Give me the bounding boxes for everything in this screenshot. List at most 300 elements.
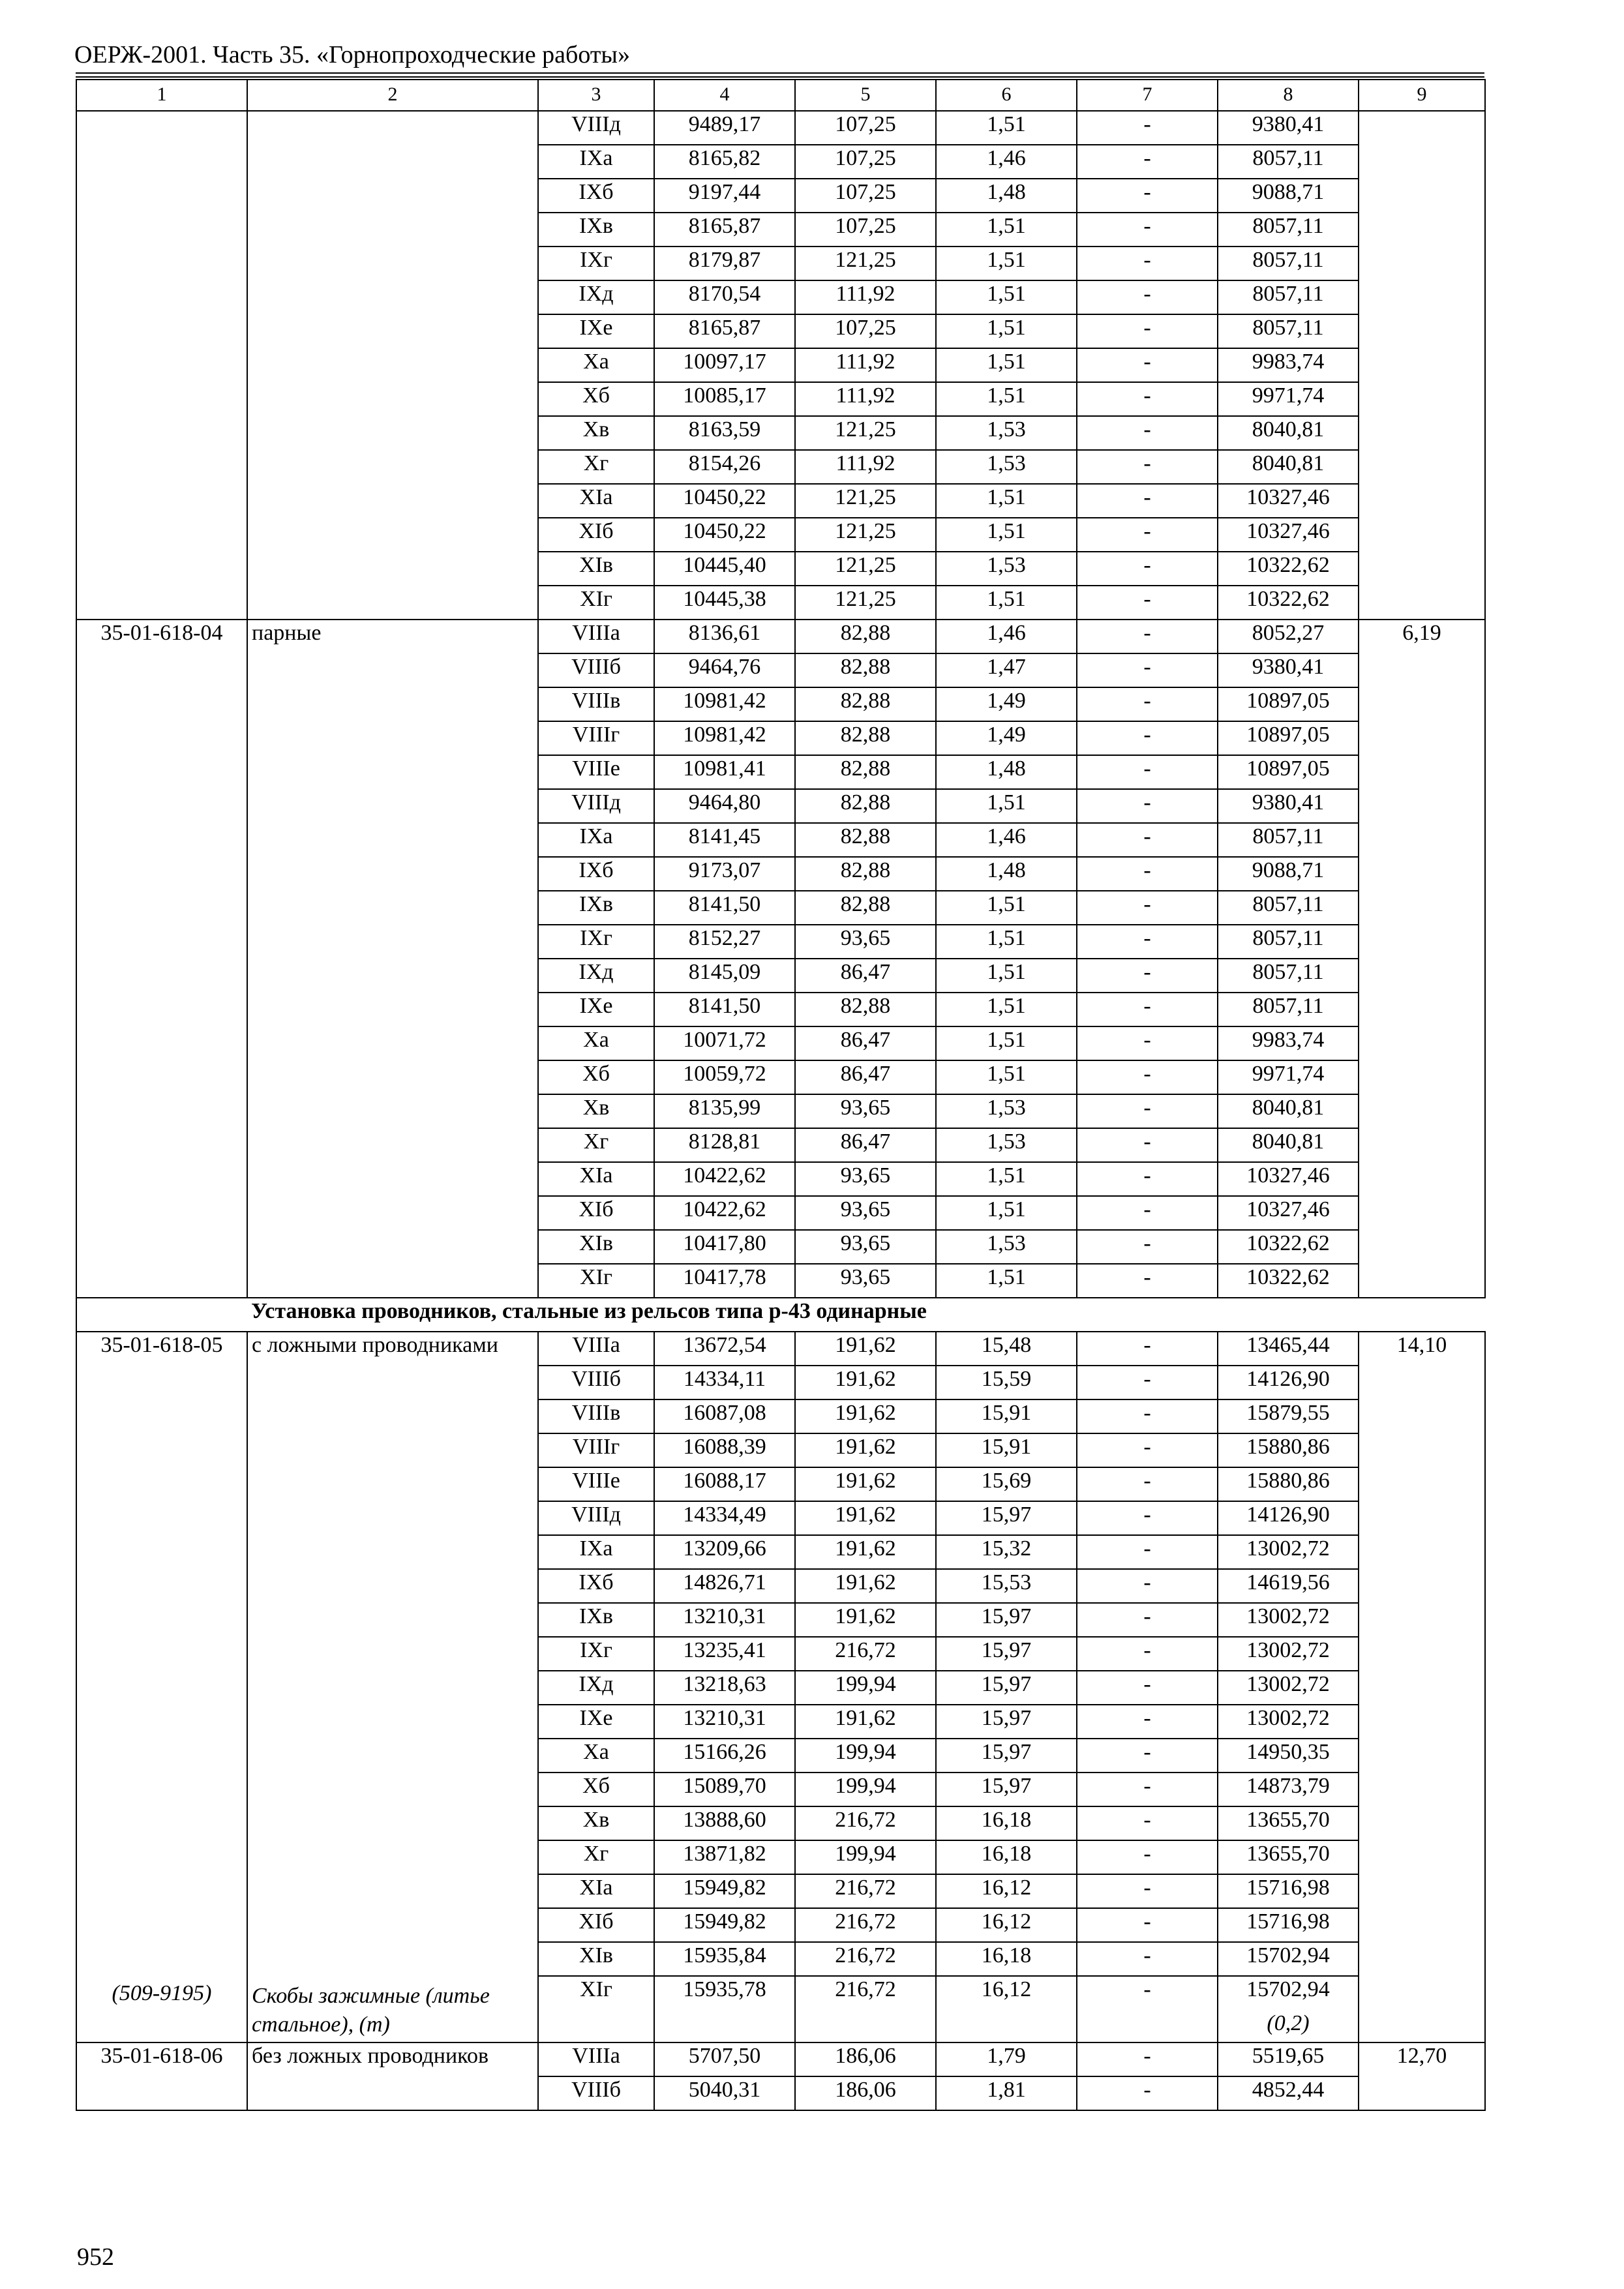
value-col6: 1,51 (936, 348, 1077, 382)
value-col8: 8040,81 (1218, 1094, 1359, 1128)
value-col4: 15949,82 (654, 1908, 795, 1942)
code-cell: 35-01-618-06 (76, 2042, 247, 2110)
col9-cell: 6,19 (1359, 620, 1485, 1298)
value-col8: 10897,05 (1218, 721, 1359, 755)
value-col7: - (1077, 1128, 1218, 1162)
value-col5: 93,65 (795, 1162, 936, 1196)
section-cell: IXг (538, 247, 654, 280)
value-col8: 8057,11 (1218, 213, 1359, 247)
value-col4: 8165,82 (654, 145, 795, 179)
value-col8: 8057,11 (1218, 145, 1359, 179)
value-col4: 13210,31 (654, 1705, 795, 1739)
value-col8: 9088,71 (1218, 179, 1359, 213)
table-row (76, 111, 1485, 145)
value-col5: 216,72 (795, 1874, 936, 1908)
value-col6: 1,51 (936, 314, 1077, 348)
section-cell: IXб (538, 1569, 654, 1603)
value-col4: 5707,50 (654, 2042, 795, 2076)
value-col7: - (1077, 1094, 1218, 1128)
value-col7: - (1077, 1637, 1218, 1671)
section-cell: VIIIе (538, 1467, 654, 1501)
value-col4: 10422,62 (654, 1196, 795, 1230)
value-col5: 121,25 (795, 552, 936, 586)
value-col4: 16088,17 (654, 1467, 795, 1501)
table-row (76, 1332, 1485, 1366)
section-cell: IXб (538, 857, 654, 891)
value-col4: 13672,54 (654, 1332, 795, 1366)
value-col7: - (1077, 1739, 1218, 1773)
value-col7: - (1077, 1874, 1218, 1908)
value-col8: 9983,74 (1218, 1026, 1359, 1060)
value-col5: 216,72 (795, 1976, 936, 2042)
value-col7: - (1077, 2042, 1218, 2076)
value-col6: 1,53 (936, 552, 1077, 586)
value-col8: 10327,46 (1218, 518, 1359, 552)
value-col8: 8057,11 (1218, 993, 1359, 1026)
value-col7: - (1077, 1671, 1218, 1705)
value-col5: 216,72 (795, 1942, 936, 1976)
value-col6: 15,97 (936, 1637, 1077, 1671)
value-col4: 13888,60 (654, 1806, 795, 1840)
section-cell: XIа (538, 484, 654, 518)
value-col7: - (1077, 925, 1218, 959)
value-col4: 8128,81 (654, 1128, 795, 1162)
section-cell: XIб (538, 1908, 654, 1942)
section-cell: Xв (538, 1094, 654, 1128)
col9-cell (1359, 111, 1485, 620)
value-col6: 1,51 (936, 925, 1077, 959)
value-col4: 14334,49 (654, 1501, 795, 1535)
value-col6: 1,51 (936, 484, 1077, 518)
value-col4: 8136,61 (654, 620, 795, 653)
name-cell (247, 111, 538, 620)
value-col5: 111,92 (795, 382, 936, 416)
value-col6: 1,51 (936, 247, 1077, 280)
value-col5: 107,25 (795, 111, 936, 145)
value-col6: 1,51 (936, 1196, 1077, 1230)
value-col8: 10322,62 (1218, 1230, 1359, 1264)
value-col4: 13218,63 (654, 1671, 795, 1705)
value-col4: 8163,59 (654, 416, 795, 450)
value-col5: 82,88 (795, 755, 936, 789)
value-col5: 82,88 (795, 789, 936, 823)
value-col6: 15,97 (936, 1705, 1077, 1739)
section-cell: Xа (538, 1739, 654, 1773)
value-col6: 1,51 (936, 993, 1077, 1026)
value-col7: - (1077, 1060, 1218, 1094)
material-name: Скобы зажимные (литье стальное), (т) (252, 1984, 490, 2037)
value-col5: 82,88 (795, 857, 936, 891)
column-number: 2 (247, 80, 538, 111)
section-cell: Xа (538, 1026, 654, 1060)
value-col8: 8040,81 (1218, 1128, 1359, 1162)
value-col8: 14126,90 (1218, 1366, 1359, 1399)
name-cell: парные (247, 620, 538, 1298)
value-col5: 191,62 (795, 1467, 936, 1501)
value-col8: 13655,70 (1218, 1806, 1359, 1840)
value-col8: 13002,72 (1218, 1671, 1359, 1705)
value-col5: 186,06 (795, 2042, 936, 2076)
value-col4: 10981,42 (654, 687, 795, 721)
section-cell: XIб (538, 518, 654, 552)
value-col6: 1,51 (936, 959, 1077, 993)
value-col6: 1,48 (936, 755, 1077, 789)
section-cell: XIг (538, 1976, 654, 2042)
value-col4: 8154,26 (654, 450, 795, 484)
value-col8: 13002,72 (1218, 1535, 1359, 1569)
section-cell: Xб (538, 382, 654, 416)
value-col7: - (1077, 552, 1218, 586)
section-cell: VIIIб (538, 2076, 654, 2110)
section-cell: IXе (538, 993, 654, 1026)
value-col6: 1,51 (936, 586, 1077, 620)
value-col5: 216,72 (795, 1806, 936, 1840)
section-title: Установка проводников, стальные из рельсов типа р-43 одинарные (247, 1298, 1485, 1332)
value-col7: - (1077, 653, 1218, 687)
value-col8: 8057,11 (1218, 314, 1359, 348)
column-number: 9 (1359, 80, 1485, 111)
value-col7: - (1077, 1366, 1218, 1399)
value-col5: 82,88 (795, 721, 936, 755)
value-col4: 13209,66 (654, 1535, 795, 1569)
value-col4: 15166,26 (654, 1739, 795, 1773)
value-col7: - (1077, 179, 1218, 213)
value-col5: 191,62 (795, 1569, 936, 1603)
value-col4: 9464,76 (654, 653, 795, 687)
value-col7: - (1077, 959, 1218, 993)
table-row (76, 2042, 1485, 2076)
value-col6: 15,97 (936, 1603, 1077, 1637)
value-col6: 1,47 (936, 653, 1077, 687)
value-col4: 10422,62 (654, 1162, 795, 1196)
value-col5: 111,92 (795, 450, 936, 484)
value-col6: 1,53 (936, 1128, 1077, 1162)
section-cell: IXв (538, 213, 654, 247)
section-cell: IXд (538, 1671, 654, 1705)
value-col8: 14126,90 (1218, 1501, 1359, 1535)
value-col7: - (1077, 755, 1218, 789)
value-col7: - (1077, 280, 1218, 314)
section-cell: IXд (538, 959, 654, 993)
value-col8: 10897,05 (1218, 755, 1359, 789)
section-title-row (76, 1298, 1485, 1332)
value-col6: 1,53 (936, 416, 1077, 450)
value-col7: - (1077, 314, 1218, 348)
value-col7: - (1077, 382, 1218, 416)
section-cell: XIб (538, 1196, 654, 1230)
value-col8: 10327,46 (1218, 1196, 1359, 1230)
section-cell: IXг (538, 925, 654, 959)
value-col8: 8057,11 (1218, 891, 1359, 925)
section-cell: XIв (538, 1230, 654, 1264)
value-col5: 186,06 (795, 2076, 936, 2110)
value-col4: 8165,87 (654, 213, 795, 247)
value-col8: 15716,98 (1218, 1874, 1359, 1908)
value-col6: 1,51 (936, 891, 1077, 925)
value-col5: 216,72 (795, 1637, 936, 1671)
value-col5: 199,94 (795, 1840, 936, 1874)
value-col6: 15,97 (936, 1739, 1077, 1773)
section-cell: IXв (538, 1603, 654, 1637)
value-col5: 82,88 (795, 891, 936, 925)
value-col8: 8052,27 (1218, 620, 1359, 653)
value-col4: 10445,38 (654, 586, 795, 620)
value-col7: - (1077, 247, 1218, 280)
value-col5: 191,62 (795, 1366, 936, 1399)
value-col7: - (1077, 1773, 1218, 1806)
value-col5: 86,47 (795, 1128, 936, 1162)
column-number: 1 (76, 80, 247, 111)
value-col7: - (1077, 1908, 1218, 1942)
value-col6: 1,53 (936, 1230, 1077, 1264)
code-cell: 35-01-618-04 (76, 620, 247, 1298)
value-col5: 86,47 (795, 1026, 936, 1060)
value-col8: 14950,35 (1218, 1739, 1359, 1773)
value-col4: 14334,11 (654, 1366, 795, 1399)
value-col4: 8141,50 (654, 891, 795, 925)
value-col6: 1,46 (936, 145, 1077, 179)
material-qty: (0,2) (1267, 2011, 1310, 2035)
value-col8: 13002,72 (1218, 1705, 1359, 1739)
value-col7: - (1077, 1501, 1218, 1535)
value-col6: 1,46 (936, 823, 1077, 857)
value-col7: - (1077, 2076, 1218, 2110)
section-cell: VIIIе (538, 755, 654, 789)
value-col7: - (1077, 1705, 1218, 1739)
value-col6: 16,12 (936, 1976, 1077, 2042)
col9-cell: 14,10 (1359, 1332, 1485, 2042)
value-col5: 93,65 (795, 1264, 936, 1298)
value-col7: - (1077, 1569, 1218, 1603)
value-col6: 15,91 (936, 1399, 1077, 1433)
value-col7: - (1077, 111, 1218, 145)
section-cell: Xв (538, 416, 654, 450)
value-col8: 8057,11 (1218, 247, 1359, 280)
value-col5: 191,62 (795, 1399, 936, 1433)
section-cell: VIIIа (538, 1332, 654, 1366)
value-col6: 15,59 (936, 1366, 1077, 1399)
value-col8: 13002,72 (1218, 1637, 1359, 1671)
value-col7: - (1077, 1162, 1218, 1196)
value-col8: 13465,44 (1218, 1332, 1359, 1366)
value-col4: 13210,31 (654, 1603, 795, 1637)
value-col7: - (1077, 1535, 1218, 1569)
section-cell: Xг (538, 1128, 654, 1162)
value-col8: 15880,86 (1218, 1467, 1359, 1501)
value-col6: 16,18 (936, 1840, 1077, 1874)
value-col5: 82,88 (795, 687, 936, 721)
value-col4: 9173,07 (654, 857, 795, 891)
value-col6: 1,49 (936, 721, 1077, 755)
value-col4: 10450,22 (654, 484, 795, 518)
section-cell: VIIIа (538, 2042, 654, 2076)
value-col4: 10981,41 (654, 755, 795, 789)
section-cell: IXв (538, 891, 654, 925)
value-col4: 15089,70 (654, 1773, 795, 1806)
section-cell: IXа (538, 145, 654, 179)
value-col8: 10322,62 (1218, 1264, 1359, 1298)
value-col6: 15,91 (936, 1433, 1077, 1467)
value-col6: 15,53 (936, 1569, 1077, 1603)
section-cell: VIIIг (538, 1433, 654, 1467)
value-col4: 10059,72 (654, 1060, 795, 1094)
value-col7: - (1077, 721, 1218, 755)
value-col4: 8170,54 (654, 280, 795, 314)
value-col7: - (1077, 823, 1218, 857)
value-col4: 8152,27 (654, 925, 795, 959)
value-col7: - (1077, 1942, 1218, 1976)
value-col4: 8135,99 (654, 1094, 795, 1128)
value-col6: 1,48 (936, 179, 1077, 213)
value-col8: 4852,44 (1218, 2076, 1359, 2110)
section-cell: XIа (538, 1162, 654, 1196)
value-col4: 8145,09 (654, 959, 795, 993)
value-col7: - (1077, 1840, 1218, 1874)
value-col5: 191,62 (795, 1332, 936, 1366)
value-col5: 191,62 (795, 1433, 936, 1467)
section-cell: XIв (538, 552, 654, 586)
page-number: 952 (77, 2243, 114, 2271)
section-cell: IXд (538, 280, 654, 314)
value-col7: - (1077, 1264, 1218, 1298)
value-col6: 16,18 (936, 1806, 1077, 1840)
value-col6: 1,48 (936, 857, 1077, 891)
value-col8: 9971,74 (1218, 382, 1359, 416)
value-col7: - (1077, 993, 1218, 1026)
rates-table (76, 79, 1486, 2111)
value-col5: 191,62 (795, 1535, 936, 1569)
material-code: (509-9195) (112, 1981, 212, 2005)
section-cell: Xг (538, 1840, 654, 1874)
section-cell: Xа (538, 348, 654, 382)
value-col8: 10327,46 (1218, 1162, 1359, 1196)
value-col8: 5519,65 (1218, 2042, 1359, 2076)
value-col4: 10445,40 (654, 552, 795, 586)
value-col8: 15716,98 (1218, 1908, 1359, 1942)
section-cell: VIIIд (538, 111, 654, 145)
value-col4: 15949,82 (654, 1874, 795, 1908)
value-col5: 107,25 (795, 314, 936, 348)
section-cell: VIIIг (538, 721, 654, 755)
value-col5: 121,25 (795, 247, 936, 280)
column-number: 8 (1218, 80, 1359, 111)
section-cell: Xб (538, 1060, 654, 1094)
value-col7: - (1077, 450, 1218, 484)
value-col4: 5040,31 (654, 2076, 795, 2110)
column-number: 3 (538, 80, 654, 111)
value-col5: 216,72 (795, 1908, 936, 1942)
value-col5: 82,88 (795, 993, 936, 1026)
value-col7: - (1077, 586, 1218, 620)
value-col5: 199,94 (795, 1773, 936, 1806)
value-col8: 15879,55 (1218, 1399, 1359, 1433)
section-cell: VIIIа (538, 620, 654, 653)
value-col4: 13235,41 (654, 1637, 795, 1671)
value-col6: 15,97 (936, 1501, 1077, 1535)
value-col4: 8141,50 (654, 993, 795, 1026)
value-col8-main: 15702,94 (1246, 1977, 1330, 2001)
column-number: 4 (654, 80, 795, 111)
value-col7: - (1077, 687, 1218, 721)
section-cell: VIIIв (538, 687, 654, 721)
value-col5: 93,65 (795, 1196, 936, 1230)
column-number-row (76, 80, 1485, 111)
value-col7: - (1077, 891, 1218, 925)
value-col4: 8165,87 (654, 314, 795, 348)
value-col6: 15,97 (936, 1671, 1077, 1705)
column-number: 6 (936, 80, 1077, 111)
value-col5: 121,25 (795, 416, 936, 450)
section-cell: XIг (538, 1264, 654, 1298)
value-col8: 9971,74 (1218, 1060, 1359, 1094)
section-cell: VIIIд (538, 1501, 654, 1535)
page-header: ОЕРЖ-2001. Часть 35. «Горнопроходческие работы» (74, 41, 630, 68)
value-col4: 10450,22 (654, 518, 795, 552)
value-col7: - (1077, 1806, 1218, 1840)
section-cell: IXб (538, 179, 654, 213)
value-col7: - (1077, 1196, 1218, 1230)
value-col7: - (1077, 620, 1218, 653)
value-col8: 10322,62 (1218, 552, 1359, 586)
column-number: 5 (795, 80, 936, 111)
value-col6: 1,79 (936, 2042, 1077, 2076)
value-col4: 15935,84 (654, 1942, 795, 1976)
value-col7: - (1077, 1026, 1218, 1060)
value-col4: 10071,72 (654, 1026, 795, 1060)
value-col4: 8141,45 (654, 823, 795, 857)
value-col6: 1,51 (936, 213, 1077, 247)
value-col8: 9088,71 (1218, 857, 1359, 891)
code-cell (76, 111, 247, 620)
value-col6: 1,51 (936, 280, 1077, 314)
value-col8 (1218, 1976, 1359, 2042)
value-col7: - (1077, 1332, 1218, 1366)
value-col6: 16,18 (936, 1942, 1077, 1976)
value-col8: 8057,11 (1218, 280, 1359, 314)
header-rule-double (76, 76, 1484, 78)
value-col5: 121,25 (795, 518, 936, 552)
value-col5: 86,47 (795, 1060, 936, 1094)
section-cell: VIIIб (538, 653, 654, 687)
name-cell: с ложными проводниками Скобы зажимные (литье стальное), (т) (247, 1332, 538, 2042)
section-cell: VIIIд (538, 789, 654, 823)
value-col4: 10981,42 (654, 721, 795, 755)
value-col8: 8057,11 (1218, 925, 1359, 959)
value-col7: - (1077, 857, 1218, 891)
value-col7: - (1077, 416, 1218, 450)
value-col8: 13002,72 (1218, 1603, 1359, 1637)
value-col8: 15880,86 (1218, 1433, 1359, 1467)
section-cell: IXа (538, 823, 654, 857)
value-col4: 16088,39 (654, 1433, 795, 1467)
value-col7: - (1077, 789, 1218, 823)
value-col7: - (1077, 1230, 1218, 1264)
value-col6: 1,53 (936, 1094, 1077, 1128)
value-col6: 1,51 (936, 518, 1077, 552)
value-col6: 15,32 (936, 1535, 1077, 1569)
value-col7: - (1077, 145, 1218, 179)
value-col7: - (1077, 1399, 1218, 1433)
value-col4: 10417,80 (654, 1230, 795, 1264)
value-col7: - (1077, 1433, 1218, 1467)
value-col5: 191,62 (795, 1705, 936, 1739)
value-col7: - (1077, 1603, 1218, 1637)
value-col8: 9983,74 (1218, 348, 1359, 382)
value-col8: 9380,41 (1218, 789, 1359, 823)
value-col5: 199,94 (795, 1739, 936, 1773)
value-col8: 8040,81 (1218, 416, 1359, 450)
header-rule (76, 72, 1484, 74)
